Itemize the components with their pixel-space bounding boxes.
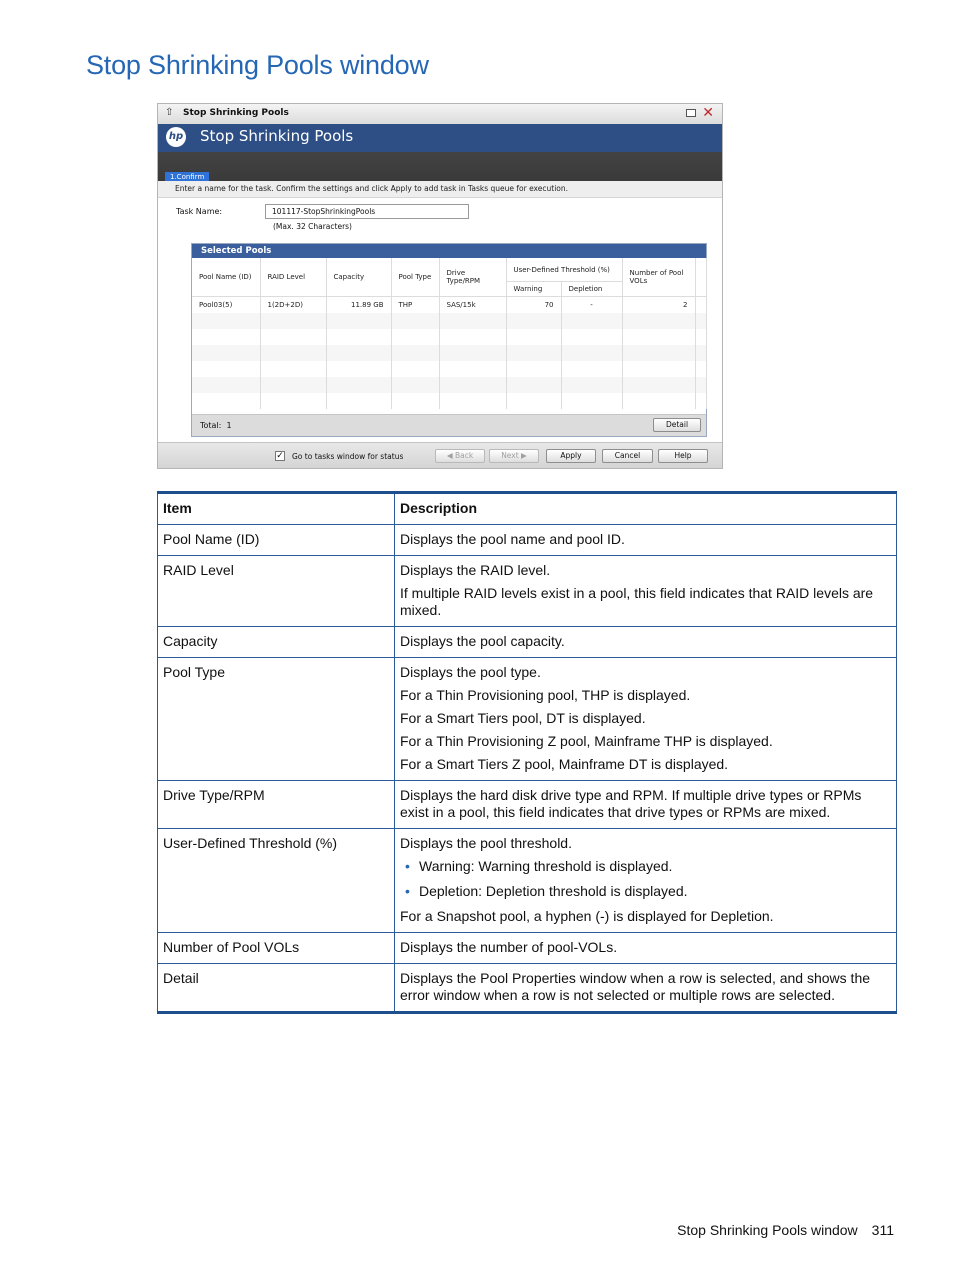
next-button[interactable]: Next ▶	[489, 449, 539, 463]
empty-row	[192, 345, 706, 361]
hp-logo: hp	[166, 127, 186, 147]
page-title: Stop Shrinking Pools window	[86, 50, 429, 80]
step-confirm[interactable]: 1.Confirm	[165, 172, 209, 182]
empty-row	[192, 313, 706, 329]
total-count: Total: 1	[200, 421, 232, 430]
col-warning[interactable]: Warning	[506, 282, 561, 297]
description-cell: Displays the Pool Properties window when a row is selected, and shows the error window when a row is not selected or multiple rows are selected.	[395, 964, 897, 1013]
col-capacity[interactable]: Capacity	[326, 258, 391, 297]
col-raid-level[interactable]: RAID Level	[260, 258, 326, 297]
window-titlebar	[158, 104, 722, 125]
list-item: • Depletion: Depletion threshold is displayed.	[419, 883, 891, 900]
back-button[interactable]: ◀ Back	[435, 449, 485, 463]
instruction-text: Enter a name for the task. Confirm the settings and click Apply to add task in Tasks queue for execution.	[175, 184, 569, 193]
cell-capacity: 11.89 GB	[326, 297, 391, 314]
goto-tasks-checkbox[interactable]: ✓	[276, 451, 284, 461]
instruction-bar	[158, 181, 722, 198]
close-icon[interactable]: ✕	[702, 105, 714, 121]
table-row[interactable]	[192, 297, 706, 314]
item-cell: Number of Pool VOLs	[158, 933, 395, 964]
col-threshold[interactable]: User-Defined Threshold (%)	[506, 258, 622, 282]
item-cell: Detail	[158, 964, 395, 1013]
page-footer	[677, 1222, 894, 1238]
cell-pool-name: Pool03(5)	[192, 297, 260, 314]
header-item: Item	[158, 493, 395, 525]
cell-pool-type: THP	[391, 297, 439, 314]
cell-warning: 70	[506, 297, 561, 314]
banner-title: Stop Shrinking Pools	[200, 127, 354, 145]
help-button[interactable]: Help	[658, 449, 708, 463]
selected-pools-title: Selected Pools	[192, 244, 706, 258]
description-cell: Displays the pool capacity.	[395, 627, 897, 658]
table-row	[158, 658, 897, 781]
item-cell: User-Defined Threshold (%)	[158, 829, 395, 933]
description-cell: Displays the pool threshold. • Warning: Warning threshold is displayed. • Depletion: Depletion threshold is displayed. For a Snapshot pool, a hyphen (-) is displayed for Depletion.	[395, 829, 897, 933]
goto-tasks-label: Go to tasks window for status	[292, 452, 404, 461]
cell-depletion: -	[561, 297, 622, 314]
item-cell: Pool Type	[158, 658, 395, 781]
col-num-vols[interactable]: Number of Pool VOLs	[622, 258, 695, 297]
table-row	[158, 964, 897, 1013]
col-depletion[interactable]: Depletion	[561, 282, 622, 297]
selected-pools-panel	[191, 243, 707, 437]
empty-row	[192, 377, 706, 393]
table-row	[158, 933, 897, 964]
task-name-label: Task Name:	[176, 207, 223, 216]
wizard-banner	[158, 124, 722, 181]
bullet-list	[400, 858, 891, 900]
stop-shrinking-pools-window	[157, 103, 723, 469]
empty-row	[192, 393, 706, 409]
cell-num-vols: 2	[622, 297, 695, 314]
selected-pools-footer	[192, 414, 706, 436]
empty-row	[192, 329, 706, 345]
item-description-table	[157, 491, 897, 1014]
col-pool-type[interactable]: Pool Type	[391, 258, 439, 297]
table-row	[158, 525, 897, 556]
item-cell: Pool Name (ID)	[158, 525, 395, 556]
window-title: Stop Shrinking Pools	[183, 108, 289, 118]
cell-raid-level: 1(2D+2D)	[260, 297, 326, 314]
table-row	[158, 829, 897, 933]
description-cell: Displays the RAID level. If multiple RAID levels exist in a pool, this field indicates that RAID levels are mixed.	[395, 556, 897, 627]
item-cell: RAID Level	[158, 556, 395, 627]
maximize-icon[interactable]	[686, 109, 696, 117]
wizard-footer	[158, 442, 722, 469]
task-name-input[interactable]	[265, 204, 469, 219]
table-row	[158, 627, 897, 658]
description-cell: Displays the pool name and pool ID.	[395, 525, 897, 556]
item-cell: Capacity	[158, 627, 395, 658]
table-row	[158, 556, 897, 627]
cancel-button[interactable]: Cancel	[602, 449, 653, 463]
footer-label: Stop Shrinking Pools window	[677, 1222, 858, 1238]
cell-drive-type: SAS/15k	[439, 297, 506, 314]
description-cell: Displays the hard disk drive type and RPM. If multiple drive types or RPMs exist in a pool, this field indicates that drive types or RPMs are mixed.	[395, 781, 897, 829]
description-cell: Displays the pool type. For a Thin Provisioning pool, THP is displayed. For a Smart Tiers pool, DT is displayed. For a Thin Provisioning Z pool, Mainframe THP is displayed. For a Smart Tiers Z pool, Mainframe DT is displayed.	[395, 658, 897, 781]
collapse-icon[interactable]: ⇧	[165, 107, 174, 118]
empty-row	[192, 361, 706, 377]
col-drive-type[interactable]: Drive Type/RPM	[439, 258, 506, 297]
task-name-hint: (Max. 32 Characters)	[273, 222, 352, 231]
table-row	[158, 781, 897, 829]
apply-button[interactable]: Apply	[546, 449, 596, 463]
col-spacer	[695, 258, 706, 297]
page-number: 311	[871, 1222, 894, 1238]
description-cell: Displays the number of pool-VOLs.	[395, 933, 897, 964]
item-cell: Drive Type/RPM	[158, 781, 395, 829]
col-pool-name[interactable]: Pool Name (ID)	[192, 258, 260, 297]
list-item: • Warning: Warning threshold is displayed.	[419, 858, 891, 875]
detail-button[interactable]: Detail	[653, 418, 701, 432]
header-description: Description	[395, 493, 897, 525]
selected-pools-grid	[192, 258, 706, 416]
